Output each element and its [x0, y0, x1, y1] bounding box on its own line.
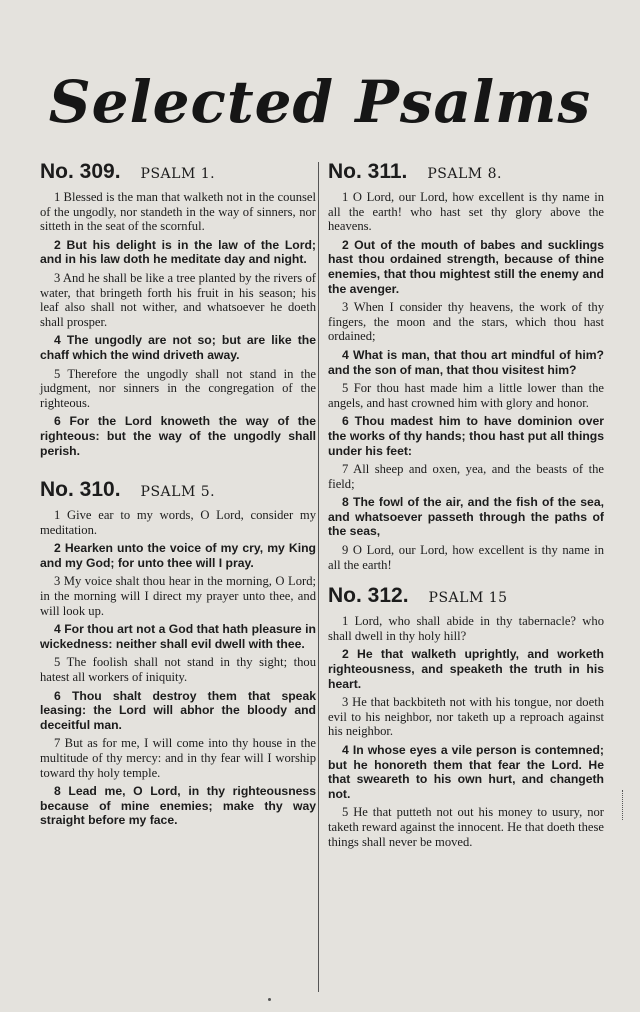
psalm-header	[328, 160, 604, 184]
verse: 8 The fowl of the air, and the fish of the sea, and whatsoever passeth through the paths of the seas,	[328, 495, 604, 539]
psalm-section	[40, 160, 316, 458]
verse-list	[40, 508, 316, 828]
left-column	[40, 160, 316, 848]
page-title: Selected Psalms	[48, 68, 592, 136]
psalm-header	[328, 584, 604, 608]
verse: 6 For the Lord knoweth the way of the righteous: but the way of the ungodly shall perish.	[40, 414, 316, 458]
psalm-section	[328, 584, 604, 849]
verse: 1 Lord, who shall abide in thy tabernacle? who shall dwell in thy holy hill?	[328, 614, 604, 643]
verse: 2 But his delight is in the law of the Lord; and in his law doth he meditate day and night.	[40, 237, 316, 267]
column-divider	[318, 162, 319, 992]
psalm-header	[40, 160, 316, 184]
psalm-number: No. 310.	[40, 478, 121, 502]
verse: 9 O Lord, our Lord, how excellent is thy name in all the earth!	[328, 543, 604, 572]
verse: 1 Blessed is the man that walketh not in the counsel of the ungodly, nor standeth in the way of sinners, nor sitteth in the seat of the scornful.	[40, 190, 316, 234]
verse: 3 He that backbiteth not with his tongue, nor doeth evil to his neighbor, nor taketh up a reproach against his neighbor.	[328, 695, 604, 739]
verse: 5 For thou hast made him a little lower than the angels, and hast crowned him with glory and honor.	[328, 381, 604, 410]
verse: 6 Thou shalt destroy them that speak leasing: the Lord will abhor the bloody and deceitful man.	[40, 688, 316, 732]
verse: 2 Out of the mouth of babes and sucklings hast thou ordained strength, because of thine enemies, that thou mightest still the enemy and the avenger.	[328, 237, 604, 296]
psalm-reference: PSALM 1.	[140, 166, 216, 182]
verse-list	[328, 614, 604, 849]
verse: 5 He that putteth not out his money to usury, nor taketh reward against the innocent. He that doeth these things shall never be moved.	[328, 805, 604, 849]
psalm-section	[328, 160, 604, 572]
verse: 3 When I consider thy heavens, the work of thy fingers, the moon and the stars, which thou hast ordained;	[328, 300, 604, 344]
verse: 4 In whose eyes a vile person is contemned; but he honoreth them that fear the Lord. He that sweareth to his own hurt, and changeth not.	[328, 743, 604, 801]
psalm-header	[40, 478, 316, 502]
psalm-number: No. 309.	[40, 160, 121, 183]
verse: 7 All sheep and oxen, yea, and the beasts of the field;	[328, 462, 604, 491]
psalm-reference: PSALM 15	[428, 590, 508, 607]
verse: 7 But as for me, I will come into thy house in the multitude of thy mercy: and in thy fear will I worship toward thy holy temple.	[40, 736, 316, 780]
verse: 2 Hearken unto the voice of my cry, my King and my God; for unto thee will I pray.	[40, 541, 316, 570]
verse: 1 Give ear to my words, O Lord, consider my meditation.	[40, 508, 316, 537]
page-speck	[268, 998, 271, 1001]
verse: 5 Therefore the ungodly shall not stand in the judgment, nor sinners in the congregation of the righteous.	[40, 366, 316, 410]
verse: 3 My voice shalt thou hear in the morning, O Lord; in the morning will I direct my prayer unto thee, and will look up.	[40, 574, 316, 618]
verse: 3 And he shall be like a tree planted by the rivers of water, that bringeth forth his fruit in his season; his leaf also shall not wither, and whatsoever he doeth shall prosper.	[40, 270, 316, 329]
verse: 1 O Lord, our Lord, how excellent is thy name in all the earth! who hast set thy glory above the heavens.	[328, 190, 604, 234]
psalm-reference: PSALM 5.	[140, 484, 216, 501]
verse-list	[328, 190, 604, 572]
verse: 4 What is man, that thou art mindful of him? and the son of man, that thou visitest him?	[328, 347, 604, 377]
verse-list	[40, 190, 316, 458]
verse: 6 Thou madest him to have dominion over the works of thy hands; thou hast put all things under his feet:	[328, 414, 604, 458]
psalm-number: No. 312.	[328, 584, 409, 608]
verse: 2 He that walketh uprightly, and worketh righteousness, and speaketh the truth in his heart.	[328, 647, 604, 691]
verse: 4 For thou art not a God that hath pleasure in wickedness: neither shall evil dwell with thee.	[40, 622, 316, 651]
psalm-reference: PSALM 8.	[427, 166, 502, 182]
verse: 4 The ungodly are not so; but are like the chaff which the wind driveth away.	[40, 333, 316, 362]
margin-mark	[622, 790, 625, 820]
psalm-number: No. 311.	[328, 160, 408, 183]
psalm-section	[40, 478, 316, 828]
right-column	[328, 160, 604, 869]
verse: 8 Lead me, O Lord, in thy righteousness because of mine enemies; make thy way straight before my face.	[40, 784, 316, 828]
verse: 5 The foolish shall not stand in thy sight; thou hatest all workers of iniquity.	[40, 655, 316, 685]
